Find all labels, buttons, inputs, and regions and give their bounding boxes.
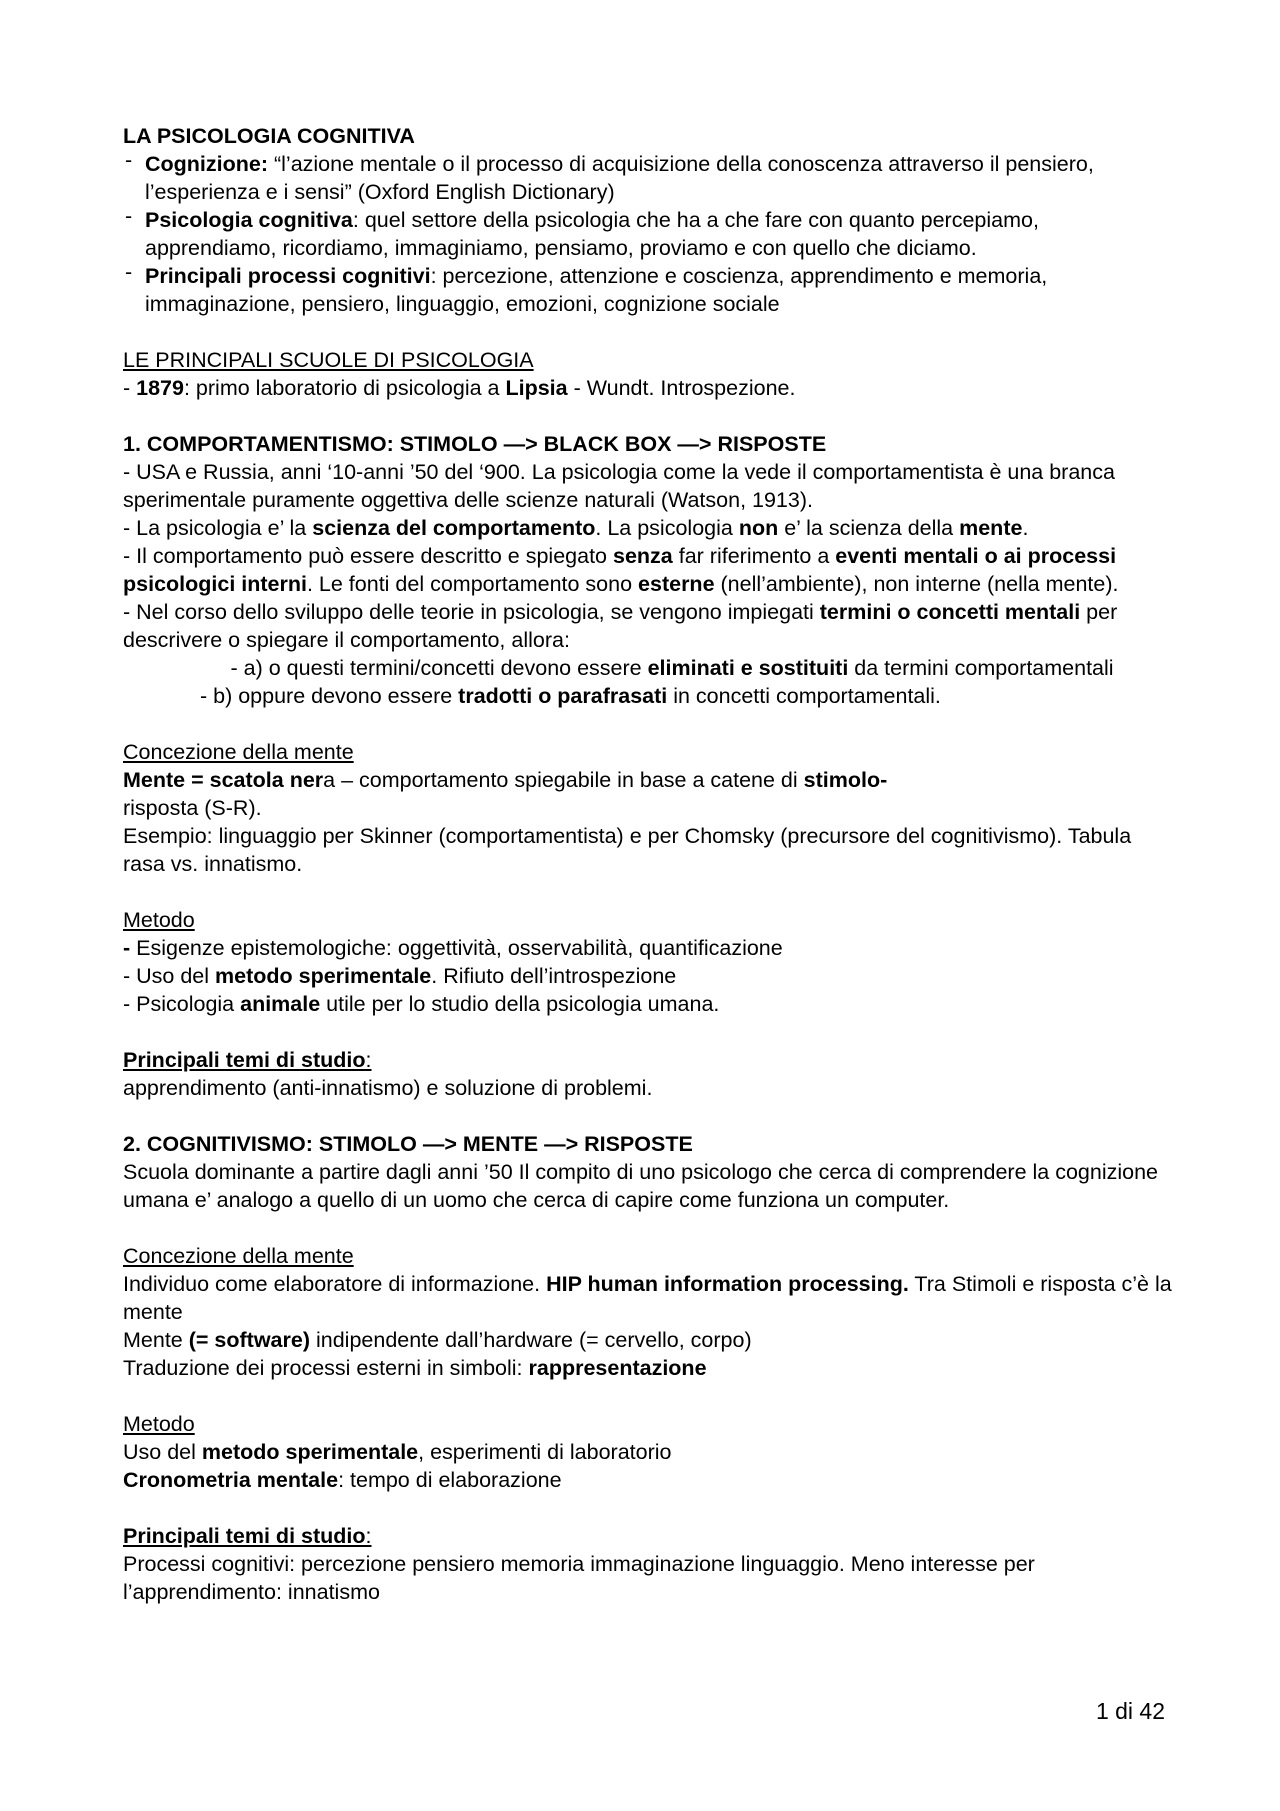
text-run: - a) o questi termini/concetti devono essere (123, 656, 648, 680)
paragraph (123, 514, 1173, 542)
text-run: Metodo (123, 908, 195, 932)
document-page (123, 122, 1173, 1606)
bold-text: stimolo- (803, 768, 888, 792)
paragraph (123, 822, 1173, 878)
paragraph (123, 794, 1173, 822)
section-cog-method (123, 1410, 1173, 1494)
text-run: Esempio: linguaggio per Skinner (comportamentista) e per Chomsky (precursore del cognitivismo). Tabula rasa vs. innatismo. (123, 824, 1132, 876)
heading (123, 430, 1173, 458)
text-run: - Wundt. Introspezione. (567, 376, 796, 400)
text-run: indipendente dall’hardware (= cervello, corpo) (310, 1328, 752, 1352)
text-run: : (365, 1048, 372, 1072)
bold-text: eliminati e sostituiti (647, 656, 849, 680)
text-run: Processi cognitivi: percezione pensiero memoria immaginazione linguaggio. Meno interesse per l’apprendimento: innatismo (123, 1552, 1035, 1604)
text-run: . Le fonti del comportamento sono (306, 572, 639, 596)
bold-text: termini o concetti mentali (819, 600, 1081, 624)
text-run: “l’azione mentale o il processo di acquisizione della conoscenza attraverso il pensiero, l’esperienza e i sensi” (Oxford English Dictionary) (145, 152, 1094, 204)
bold-text: Psicologia cognitiva (145, 208, 353, 232)
paragraph (123, 1438, 1173, 1466)
bold-text: tradotti o parafrasati (458, 684, 668, 708)
section-definitions (123, 150, 1173, 318)
bold-text: 1879 (136, 376, 184, 400)
bold-text: metodo sperimentale (201, 1440, 419, 1464)
text-run: . La psicologia (595, 516, 739, 540)
section-beh-topics (123, 1046, 1173, 1102)
paragraph (123, 150, 1173, 206)
paragraph (123, 766, 1173, 794)
text-run: da termini comportamentali (848, 656, 1114, 680)
paragraph (123, 1074, 1173, 1102)
text-run: . (1022, 516, 1029, 540)
section-gap (123, 402, 1173, 430)
paragraph (123, 1158, 1173, 1214)
section-gap (123, 1494, 1173, 1522)
paragraph (123, 542, 1173, 598)
heading (123, 1046, 1173, 1074)
paragraph (123, 374, 1173, 402)
paragraph (123, 1550, 1173, 1606)
text-run: - USA e Russia, anni ‘10-anni ’50 del ‘900. La psicologia come la vede il comportamentista è una branca sperimentale puramente oggettiva delle scienze naturali (Watson, 1913). (123, 460, 1115, 512)
heading (123, 1410, 1173, 1438)
section-schools (123, 346, 1173, 402)
text-run: : tempo di elaborazione (338, 1468, 562, 1492)
section-gap (123, 710, 1173, 738)
text-run: in concetti comportamentali. (667, 684, 941, 708)
paragraph (123, 1354, 1173, 1382)
text-run: Tra Stimoli e risposta c’è la mente (123, 1272, 1172, 1324)
text-run: : (365, 1524, 372, 1548)
section-beh-mind (123, 738, 1173, 878)
bold-text: animale (240, 992, 321, 1016)
bold-text: senza (612, 544, 673, 568)
text-run: - Uso del (123, 964, 216, 988)
bold-text: eventi mentali o ai processi psicologici interni (123, 544, 1117, 596)
section-cog-topics (123, 1522, 1173, 1606)
section-cog-mind (123, 1242, 1173, 1382)
text-run: - b) oppure devono essere (200, 684, 459, 708)
paragraph (123, 262, 1173, 318)
heading (123, 1242, 1173, 1270)
paragraph (123, 654, 1173, 682)
bold-text: (= software) (188, 1328, 310, 1352)
section-gap (123, 1214, 1173, 1242)
bold-text: Lipsia (505, 376, 568, 400)
text-run: Scuola dominante a partire dagli anni ’50 Il compito di uno psicologo che cerca di comprendere la cognizione umana e’ analogo a quello di un uomo che cerca di capire come funziona un computer. (123, 1160, 1159, 1212)
text-run: Traduzione dei processi esterni in simboli: (123, 1356, 529, 1380)
bold-text: non (738, 516, 779, 540)
bold-text: rappresentazione (528, 1356, 707, 1380)
text-run: Esigenze epistemologiche: oggettività, osservabilità, quantificazione (130, 936, 783, 960)
text-run: - (123, 376, 137, 400)
paragraph (123, 962, 1173, 990)
text-run: apprendimento (anti-innatismo) e soluzione di problemi. (123, 1076, 653, 1100)
text-run: : quel settore della psicologia che ha a che fare con quanto percepiamo, apprendiamo, ricordiamo, immaginiamo, pensiamo, proviamo e con quello che diciamo. (145, 208, 1039, 260)
section-gap (123, 878, 1173, 906)
section-gap (123, 1102, 1173, 1130)
text-run: Mente (123, 1328, 189, 1352)
text-run: Individuo come elaboratore di informazione. (123, 1272, 547, 1296)
text-run: Metodo (123, 1412, 195, 1436)
text-run: : primo laboratorio di psicologia a (183, 376, 506, 400)
bold-text: scienza del comportamento (312, 516, 596, 540)
text-run: - La psicologia e’ la (123, 516, 313, 540)
bold-text: Principali processi cognitivi (145, 264, 431, 288)
bold-text: Cognizione: (145, 152, 269, 176)
text-run: per descrivere o spiegare il comportamento, allora: (123, 600, 1118, 652)
text-run: - Nel corso dello sviluppo delle teorie in psicologia, se vengono impiegati (123, 600, 820, 624)
bold-text: metodo sperimentale (215, 964, 432, 988)
text-run: LA PSICOLOGIA COGNITIVA (123, 124, 415, 148)
text-run: : percezione, attenzione e coscienza, apprendimento e memoria, immaginazione, pensiero, linguaggio, emozioni, cognizione sociale (145, 264, 1048, 316)
section-beh-method (123, 906, 1173, 1018)
section-behaviorism (123, 430, 1173, 710)
paragraph (123, 598, 1173, 654)
heading (123, 1130, 1173, 1158)
bold-text: esterne (638, 572, 715, 596)
text-run: - Psicologia (123, 992, 241, 1016)
text-run: far riferimento a (672, 544, 836, 568)
section-gap (123, 1018, 1173, 1046)
bold-text: Cronometria mentale (123, 1468, 339, 1492)
heading (123, 346, 1173, 374)
text-run: 1. COMPORTAMENTISMO: STIMOLO —> BLACK BOX —> RISPOSTE (123, 432, 827, 456)
text-run: - Il comportamento può essere descritto e spiegato (123, 544, 613, 568)
bold-text: Mente = scatola ner (123, 768, 324, 792)
bold-text: mente (959, 516, 1023, 540)
text-run: (nell’ambiente), non interne (nella mente). (714, 572, 1119, 596)
text-run: Concezione della mente (123, 1244, 354, 1268)
paragraph (123, 1466, 1173, 1494)
bold-text: Principali temi di studio (123, 1524, 366, 1548)
section-title (123, 122, 1173, 150)
section-cognitivism (123, 1130, 1173, 1214)
heading (123, 906, 1173, 934)
text-run: utile per lo studio della psicologia umana. (320, 992, 720, 1016)
text-run: e’ la scienza della (778, 516, 960, 540)
bold-text: HIP human information processing. (546, 1272, 909, 1296)
section-gap (123, 1382, 1173, 1410)
paragraph (123, 1270, 1173, 1326)
paragraph (123, 934, 1173, 962)
paragraph (123, 206, 1173, 262)
paragraph (123, 1326, 1173, 1354)
section-gap (123, 318, 1173, 346)
text-run: . Rifiuto dell’introspezione (431, 964, 677, 988)
heading (123, 1522, 1173, 1550)
text-run: a – comportamento spiegabile in base a catene di (323, 768, 804, 792)
heading (123, 122, 1173, 150)
text-run: Uso del (123, 1440, 202, 1464)
text-run: risposta (S-R). (123, 796, 262, 820)
paragraph (123, 990, 1173, 1018)
text-run: LE PRINCIPALI SCUOLE DI PSICOLOGIA (123, 348, 534, 372)
paragraph (123, 458, 1173, 514)
heading (123, 738, 1173, 766)
paragraph (123, 682, 1173, 710)
page-number: 1 di 42 (1095, 1698, 1165, 1724)
text-run: Concezione della mente (123, 740, 354, 764)
bold-text: Principali temi di studio (123, 1048, 366, 1072)
bold-text: - (123, 936, 131, 960)
text-run: , esperimenti di laboratorio (418, 1440, 672, 1464)
text-run: 2. COGNITIVISMO: STIMOLO —> MENTE —> RISPOSTE (123, 1132, 693, 1156)
